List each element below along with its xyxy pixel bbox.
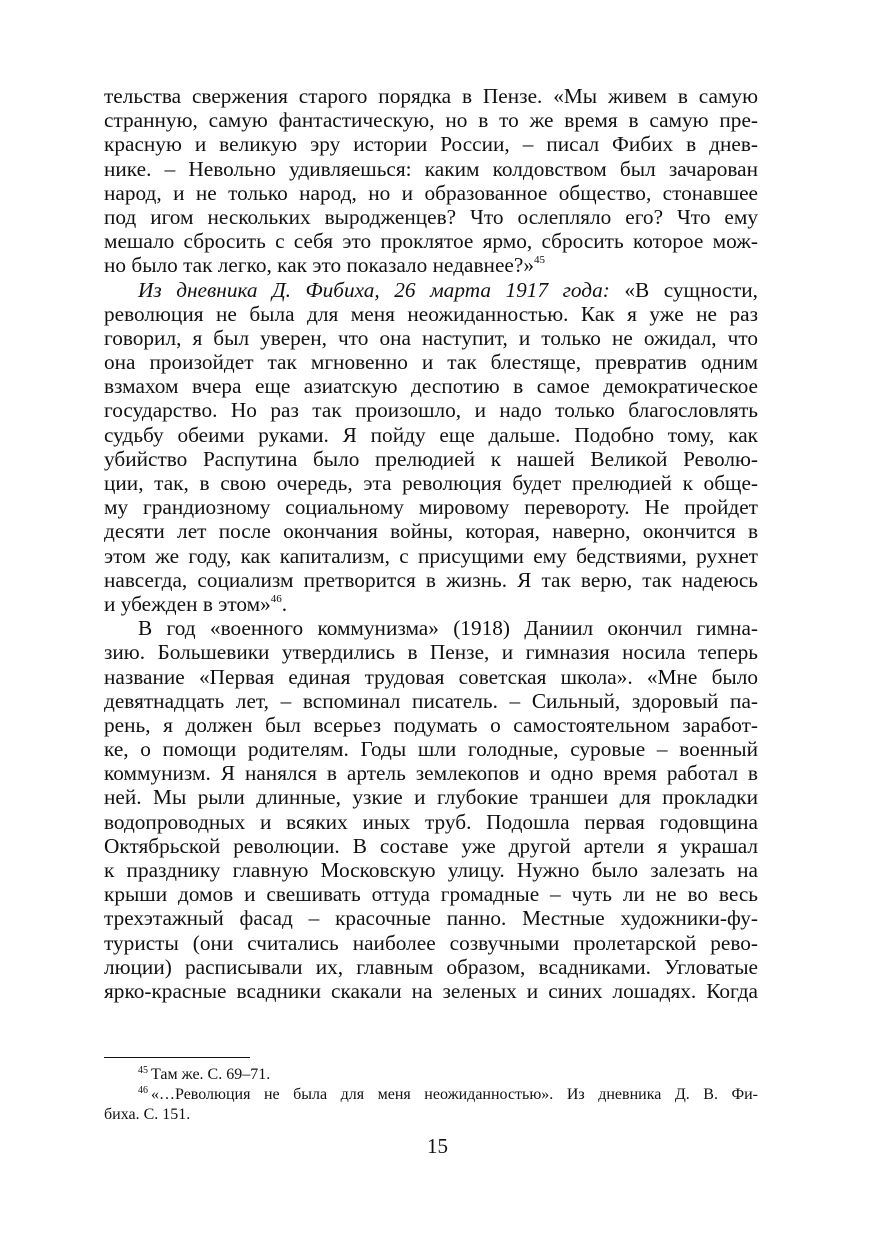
text-line: крыши домов и свешивать оттуда громадные – чуть ли не во весь	[104, 882, 758, 907]
text-line: мешало сбросить с себя это проклятое ярмо, сбросить которое мож-	[104, 229, 758, 254]
footnote-46	[104, 1085, 758, 1125]
paragraph-2	[104, 278, 758, 617]
footnote-text: Там же. С. 69–71.	[151, 1066, 271, 1083]
text-line: взмахом вчера еще азиатскую деспотию в самое демократическое	[104, 374, 758, 399]
period: .	[281, 591, 288, 616]
text-line: десяти лет после окончания войны, которая, наверно, окончится в	[104, 519, 758, 544]
footnote-45	[104, 1065, 758, 1085]
text-line: красную и великую эру истории России, – писал Фибих в днев-	[104, 132, 758, 157]
text-fragment: но было так легко, как это показало недавнее?»	[104, 253, 534, 278]
footnote-reference-45[interactable]: 45	[533, 254, 545, 267]
text-line: говорил, я был уверен, что она наступит, и только не ожидал, что	[104, 325, 758, 350]
text-line: навсегда, социализм претворится в жизнь. Я так верю, так надеюсь	[104, 567, 758, 592]
text-line: ке, о помощи родителям. Годы шли голодные, суровые – военный	[104, 737, 758, 762]
text-line: Октябрьской революции. В составе уже другой артели я украшал	[104, 833, 758, 858]
footnote-line	[104, 1085, 758, 1105]
text-line: государство. Но раз так произошло, и надо только благословлять	[104, 398, 758, 423]
text-fragment: «В сущности,	[609, 277, 759, 302]
text-line: под игом нескольких выродженцев? Что ослепляло его? Что ему	[104, 204, 758, 229]
text-line	[104, 253, 758, 277]
text-line: му грандиозному социальному мировому перевороту. Не пройдет	[104, 495, 758, 520]
footnote-line: биха. С. 151.	[104, 1106, 191, 1123]
footnotes	[104, 1065, 758, 1125]
text-line: убийство Распутина было прелюдией к нашей Великой Револю-	[104, 446, 758, 471]
text-line: туристы (они считались наиболее созвучными пролетарской рево-	[104, 930, 758, 955]
text-line: тельства свержения старого порядка в Пензе. «Мы живем в самую	[104, 84, 758, 108]
text-line: революция не была для меня неожиданностью. Как я уже не раз	[104, 301, 758, 326]
text-line: люции) расписывали их, главным образом, всадниками. Угловатые	[104, 954, 758, 979]
text-line	[104, 592, 758, 616]
main-text	[104, 84, 758, 1003]
text-line: странную, самую фантастическую, но в то же время в самую пре-	[104, 108, 758, 133]
text-line: ции, так, в свою очередь, эта революция будет прелюдией к обще-	[104, 471, 758, 495]
text-line: водопроводных и всяких иных труб. Подошла первая годовщина	[104, 809, 758, 834]
text-line: коммунизм. Я нанялся в артель землекопов и одно время работал в	[104, 761, 758, 786]
text-line: В год «военного коммунизма» (1918) Даниил окончил гимна-	[138, 616, 758, 641]
text-line: зию. Большевики утвердились в Пензе, и гимназия носила теперь	[104, 640, 758, 665]
footnote-text: «…Революция не была для меня неожиданностью». Из дневника Д. В. Фи-	[151, 1086, 758, 1103]
text-line: народ, и не только народ, но и образованное общество, стонавшее	[104, 180, 758, 205]
paragraph-1	[104, 84, 758, 278]
footnote-line	[104, 1065, 758, 1085]
text-line: рень, я должен был всерьез подумать о самостоятельном заработ-	[104, 712, 758, 737]
text-line: девятнадцать лет, – вспоминал писатель. – Сильный, здоровый па-	[104, 688, 758, 713]
text-line: трехэтажный фасад – красочные панно. Местные художники-фу-	[104, 906, 758, 931]
footnote-number: 46	[138, 1085, 148, 1096]
footnote-separator	[104, 1057, 250, 1058]
text-line: ней. Мы рыли длинные, узкие и глубокие траншеи для прокладки	[104, 785, 758, 810]
page-number: 15	[427, 1134, 448, 1158]
footnote-reference-46[interactable]: 46	[270, 592, 282, 605]
diary-citation-italic: Из дневника Д. Фибиха, 26 марта 1917 года:	[138, 277, 610, 302]
text-line: она произойдет так мгновенно и так блестяще, превратив одним	[104, 350, 758, 375]
text-line: название «Первая единая трудовая советская школа». «Мне было	[104, 664, 758, 689]
text-line: судьбу обеими руками. Я пойду еще дальше. Подобно тому, как	[104, 422, 758, 447]
text-line	[104, 278, 758, 302]
text-fragment: и убежден в этом»	[104, 591, 271, 616]
footnote-number: 45	[138, 1065, 148, 1076]
text-line: нике. – Невольно удивляешься: каким колдовством был зачарован	[104, 156, 758, 181]
text-line: к празднику главную Московскую улицу. Нужно было залезать на	[104, 858, 758, 882]
text-line: этом же году, как капитализм, с присущими ему бедствиями, рухнет	[104, 543, 758, 568]
text-line: ярко-красные всадники скакали на зеленых и синих лошадях. Когда	[104, 978, 758, 1003]
paragraph-3	[104, 616, 758, 1003]
